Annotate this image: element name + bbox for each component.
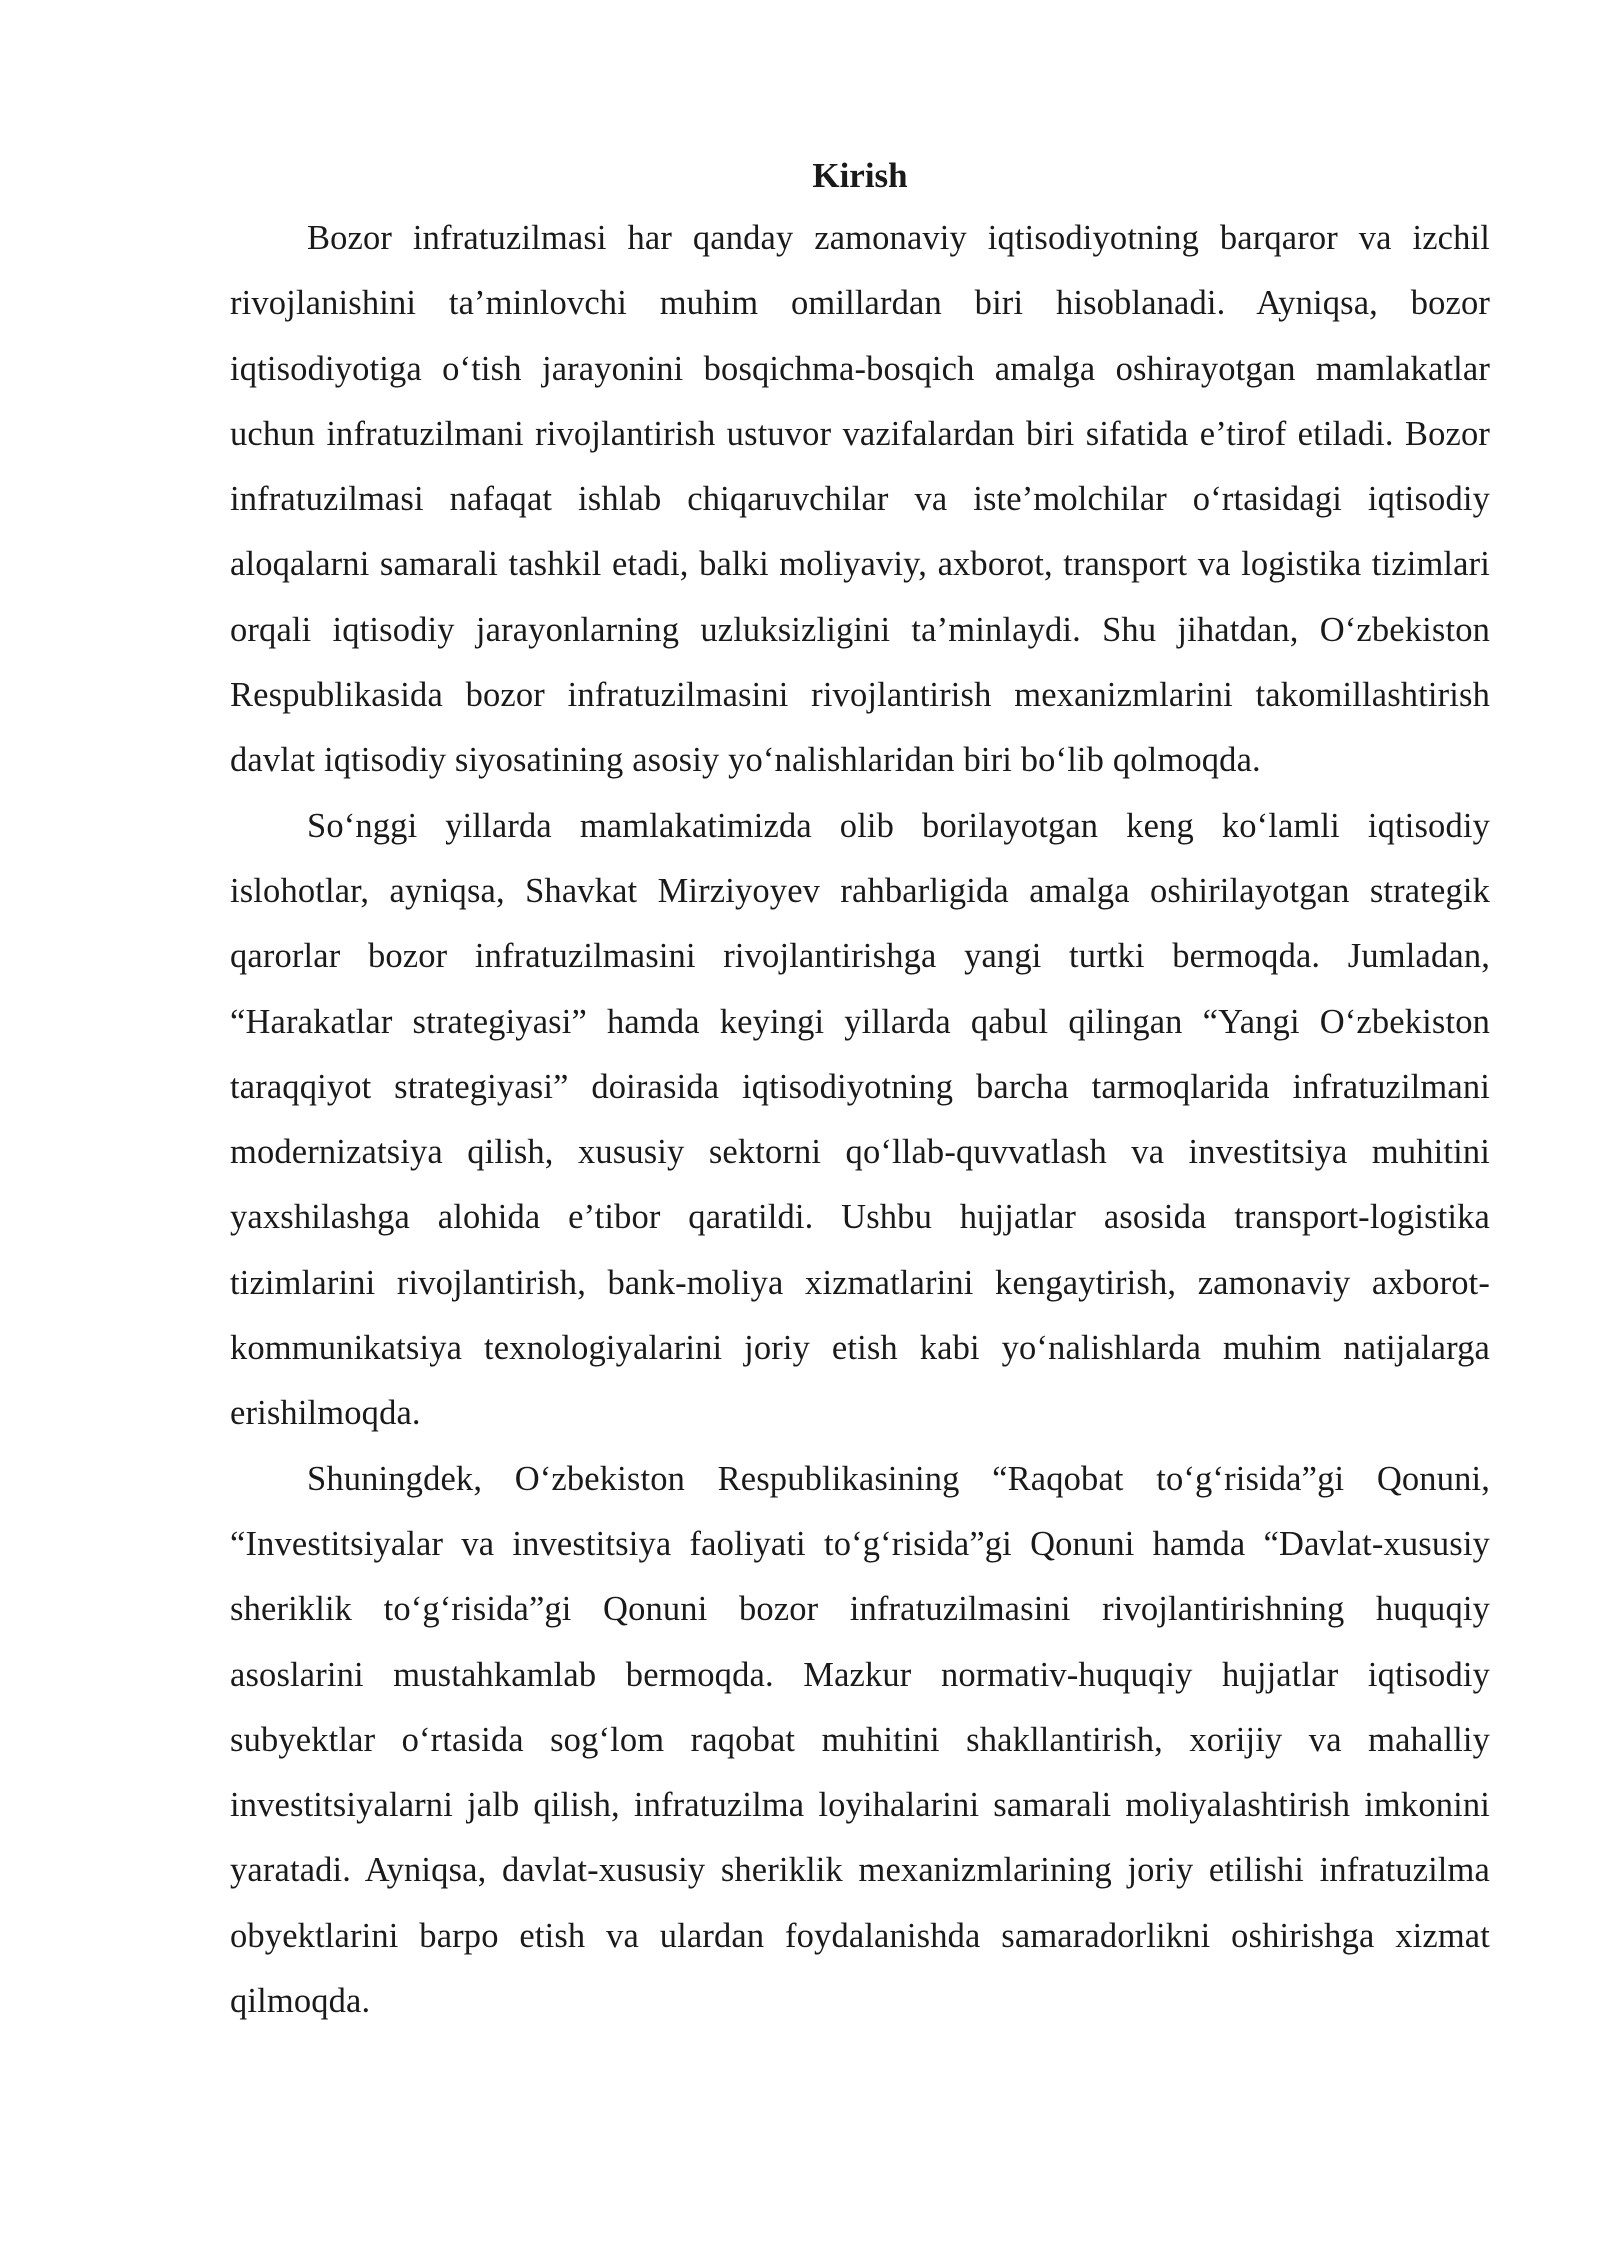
paragraph-3: Shuningdek, O‘zbekiston Respublikasining “Raqobat to‘g‘risida”gi Qonuni, “Investitsiyalar va investitsiya faoliyati to‘g‘risida”gi Qonuni hamda “Davlat-xususiy sheriklik to‘g‘risida”gi Qonuni bozor infratuzilmasini rivojlantirishning huquqiy asoslarini mustahkamlab bermoqda. Mazkur normativ-huquqiy hujjatlar iqtisodiy subyektlar o‘rtasida sog‘lom raqobat muhitini shakllantirish, xorijiy va mahalliy investitsiyalarni jalb qilish, infratuzilma loyihalarini samarali moliyalashtirish imkonini yaratadi. Ayniqsa, davlat-xususiy sheriklik mexanizmlarining joriy etilishi infratuzilma obyektlarini barpo etish va ulardan foydalanishda samaradorlikni oshirishga xizmat qilmoqda.	[230, 1459, 1490, 2021]
page-title: Kirish	[812, 156, 908, 195]
document-body	[230, 146, 1490, 2034]
paragraph-2: So‘nggi yillarda mamlakatimizda olib borilayotgan keng ko‘lamli iqtisodiy islohotlar, ayniqsa, Shavkat Mirziyoyev rahbarligida amalga oshirilayotgan strategik qarorlar bozor infratuzilmasini rivojlantirishga yangi turtki bermoqda. Jumladan, “Harakatlar strategiyasi” hamda keyingi yillarda qabul qilingan “Yangi O‘zbekiston taraqqiyot strategiyasi” doirasida iqtisodiyotning barcha tarmoqlarida infratuzilmani modernizatsiya qilish, xususiy sektorni qo‘llab-quvvatlash va investitsiya muhitini yaxshilashga alohida e’tibor qaratildi. Ushbu hujjatlar asosida transport-logistika tizimlarini rivojlantirish, bank-moliya xizmatlarini kengaytirish, zamonaviy axborot-kommunikatsiya texnologiyalarini joriy etish kabi yo‘nalishlarda muhim natijalarga erishilmoqda.	[230, 806, 1490, 1433]
paragraph-1: Bozor infratuzilmasi har qanday zamonaviy iqtisodiyotning barqaror va izchil rivojlanishini ta’minlovchi muhim omillardan biri hisoblanadi. Ayniqsa, bozor iqtisodiyotiga o‘tish jarayonini bosqichma-bosqich amalga oshirayotgan mamlakatlar uchun infratuzilmani rivojlantirish ustuvor vazifalardan biri sifatida e’tirof etiladi. Bozor infratuzilmasi nafaqat ishlab chiqaruvchilar va iste’molchilar o‘rtasidagi iqtisodiy aloqalarni samarali tashkil etadi, balki moliyaviy, axborot, transport va logistika tizimlari orqali iqtisodiy jarayonlarning uzluksizligini ta’minlaydi. Shu jihatdan, O‘zbekiston Respublikasida bozor infratuzilmasini rivojlantirish mexanizmlarini takomillashtirish davlat iqtisodiy siyosatining asosiy yo‘nalishlaridan biri bo‘lib qolmoqda.	[230, 219, 1490, 780]
